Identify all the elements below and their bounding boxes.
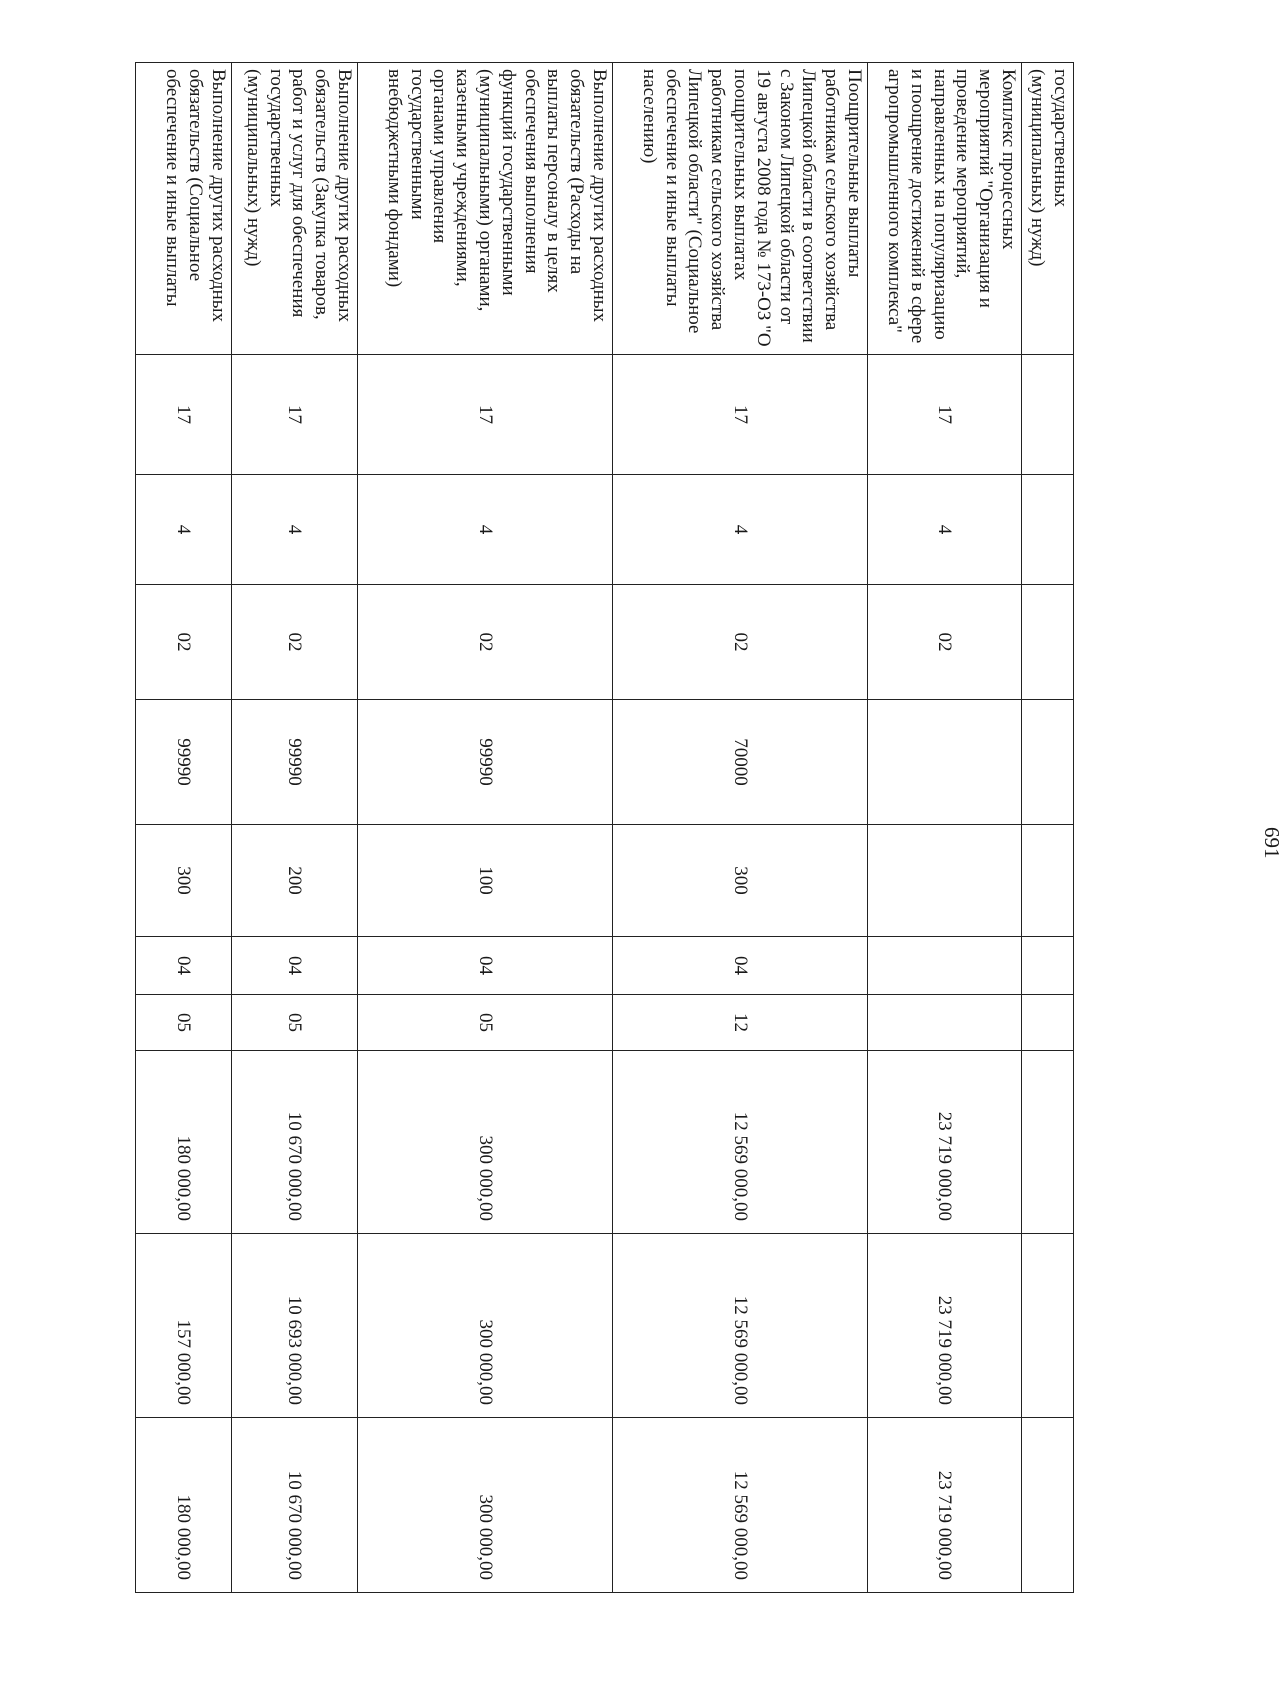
cell-sum-1 [1022, 1051, 1074, 1234]
row-name: Выполнение других расходных обязательств (Расходы на выплаты персоналу в целях обеспечения выполнения функций государственными (муниципальными) органами, казенными учреждениями, органами управления государственными внебюджетными фондами) [358, 63, 613, 355]
cell-sum-1: 180 000,00 [136, 1051, 232, 1234]
cell-sum-2: 10 693 000,00 [232, 1234, 358, 1418]
cell-pr: 05 [232, 995, 358, 1051]
page-number: 691 [1260, 827, 1284, 859]
cell-pz: 4 [358, 475, 613, 585]
table-row [868, 63, 1022, 1593]
cell-pr: 12 [613, 995, 868, 1051]
table-row [613, 63, 868, 1593]
cell-vr: 300 [136, 825, 232, 937]
cell-pr: 05 [358, 995, 613, 1051]
cell-pz: 4 [613, 475, 868, 585]
cell-pz: 4 [868, 475, 1022, 585]
cell-pr [868, 995, 1022, 1051]
cell-pz: 4 [136, 475, 232, 585]
cell-sum-3: 300 000,00 [358, 1418, 613, 1593]
row-name: Поощрительные выплаты работникам сельского хозяйства Липецкой области в соответствии с Законом Липецкой области от 19 августа 2008 года № 173-ОЗ "О поощрительных выплатах работникам сельского хозяйства Липецкой области" (Социальное обеспечение и иные выплаты населению) [613, 63, 868, 355]
budget-table [135, 62, 1074, 1593]
cell-rz [1022, 937, 1074, 995]
cell-sum-2 [1022, 1234, 1074, 1418]
row-name: Выполнение других расходных обязательств (Социальное обеспечение и иные выплаты [136, 63, 232, 355]
cell-rz [868, 937, 1022, 995]
cell-sum-1: 12 569 000,00 [613, 1051, 868, 1234]
cell-ce: 02 [232, 585, 358, 700]
cell-pz [1022, 475, 1074, 585]
cell-vr [868, 825, 1022, 937]
cell-rz: 04 [136, 937, 232, 995]
cell-nr: 99990 [136, 700, 232, 825]
cell-vr: 200 [232, 825, 358, 937]
cell-vr [1022, 825, 1074, 937]
cell-sum-3: 10 670 000,00 [232, 1418, 358, 1593]
cell-ce [1022, 585, 1074, 700]
cell-sum-2: 23 719 000,00 [868, 1234, 1022, 1418]
cell-gr: 17 [868, 355, 1022, 475]
cell-sum-3: 12 569 000,00 [613, 1418, 868, 1593]
cell-sum-3 [1022, 1418, 1074, 1593]
cell-vr: 100 [358, 825, 613, 937]
cell-pz: 4 [232, 475, 358, 585]
cell-gr: 17 [613, 355, 868, 475]
cell-sum-2: 157 000,00 [136, 1234, 232, 1418]
table-row [136, 63, 232, 1593]
cell-pr [1022, 995, 1074, 1051]
cell-sum-3: 23 719 000,00 [868, 1418, 1022, 1593]
cell-nr: 99990 [232, 700, 358, 825]
table-row [1022, 63, 1074, 1593]
cell-ce: 02 [613, 585, 868, 700]
cell-nr [1022, 700, 1074, 825]
cell-ce: 02 [868, 585, 1022, 700]
cell-gr: 17 [136, 355, 232, 475]
cell-gr [1022, 355, 1074, 475]
cell-sum-2: 12 569 000,00 [613, 1234, 868, 1418]
table-row [358, 63, 613, 1593]
cell-ce: 02 [136, 585, 232, 700]
cell-ce: 02 [358, 585, 613, 700]
table-row [232, 63, 358, 1593]
cell-rz: 04 [358, 937, 613, 995]
row-name: Комплекс процессных мероприятий "Организация и проведение мероприятий, направленных на популяризацию и поощрение достижений в сфере агропромышленного комплекса" [868, 63, 1022, 355]
cell-sum-2: 300 000,00 [358, 1234, 613, 1418]
row-name: Выполнение других расходных обязательств (Закупка товаров, работ и услуг для обеспечения государственных (муниципальных) нужд) [232, 63, 358, 355]
cell-sum-3: 180 000,00 [136, 1418, 232, 1593]
cell-rz: 04 [232, 937, 358, 995]
cell-pr: 05 [136, 995, 232, 1051]
cell-nr [868, 700, 1022, 825]
row-name: государственных (муниципальных) нужд) [1022, 63, 1074, 355]
cell-sum-1: 300 000,00 [358, 1051, 613, 1234]
cell-sum-1: 10 670 000,00 [232, 1051, 358, 1234]
cell-rz: 04 [613, 937, 868, 995]
cell-nr: 70000 [613, 700, 868, 825]
cell-nr: 99990 [358, 700, 613, 825]
cell-vr: 300 [613, 825, 868, 937]
cell-sum-1: 23 719 000,00 [868, 1051, 1022, 1234]
cell-gr: 17 [232, 355, 358, 475]
rotated-page [136, 62, 1284, 1592]
cell-gr: 17 [358, 355, 613, 475]
